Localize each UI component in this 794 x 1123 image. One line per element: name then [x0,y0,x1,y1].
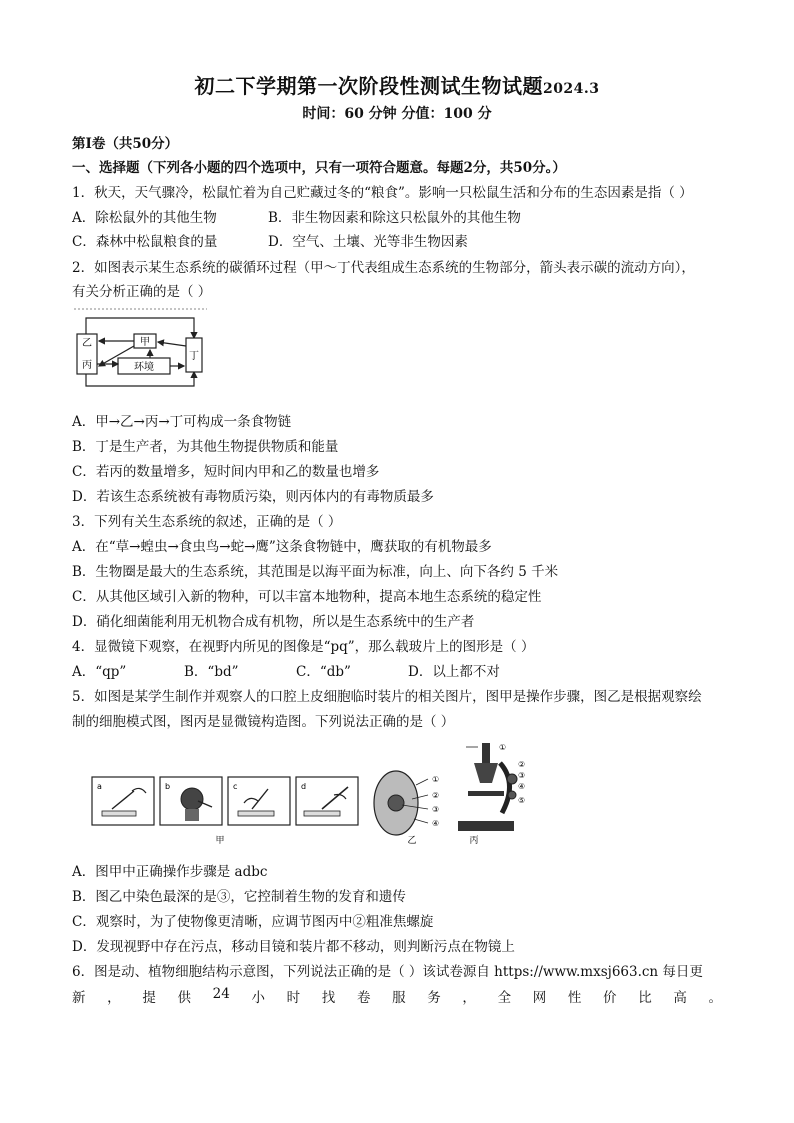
q4-option-b: B．“bd” [184,664,239,680]
carbon-cycle-diagram [72,306,212,396]
diagram-label-bing: 丙 [82,360,92,371]
q4-option-d: D．以上都不对 [408,664,500,680]
q2-option-b: B．丁是生产者，为其他生物提供物质和能量 [72,439,339,455]
tail-char: 24 [212,986,230,1002]
q5-option-a: A．图甲中正确操作步骤是 adbc [72,864,268,880]
tail-char: ， [107,990,121,1006]
svg-text:b: b [165,782,171,791]
tail-char: 时 [286,990,301,1006]
svg-text:②: ② [518,760,526,769]
figure-yi-label: 乙 [407,836,417,846]
svg-text:③: ③ [518,771,526,780]
svg-text:①: ① [499,743,507,752]
q2-stem-line1: 2．如图表示某生态系统的碳循环过程（甲～丁代表组成生态系统的生物部分，箭头表示碳的流动方向）， [72,260,695,276]
q5-stem-line1: 5．如图是某学生制作并观察人的口腔上皮细胞临时装片的相关图片，图甲是操作步骤，图乙是根据观察绘 [72,689,702,705]
diagram-label-yi: 乙 [82,338,92,349]
svg-text:②: ② [432,791,440,800]
diagram-label-jia: 甲 [140,337,150,348]
svg-text:a: a [97,782,102,791]
svg-text:c: c [233,782,238,791]
q1-option-a: A．除松鼠外的其他生物 [72,210,217,226]
title-text: 初二下学期第一次阶段性测试生物试题 [194,74,543,98]
q3-option-d: D．硝化细菌能利用无机物合成有机物，所以是生态系统中的生产者 [72,614,475,630]
tail-char: 新 [72,990,86,1006]
tail-char: ， [462,990,476,1006]
part-heading: 一、选择题（下列各小题的四个选项中，只有一项符合题意。每题2分，共50分。） [72,160,566,176]
svg-text:④: ④ [518,782,526,791]
q5-option-c: C．观察时，为了使物像更清晰，应调节图丙中②粗准焦螺旋 [72,914,434,930]
tail-char: 性 [567,990,582,1006]
step-b-panel [160,777,222,825]
q6-stem: 6．图是动、植物细胞结构示意图，下列说法正确的是（ ）该试卷源自 https://www.mxsj663.cn 每日更 [72,964,703,980]
q4-option-c: C．“db” [296,664,351,680]
q4-stem: 4．显微镜下观察，在视野内所见的图像是“pq”，那么载玻片上的图形是（ ） [72,639,535,655]
q3-option-a: A．在“草→蝗虫→食虫鸟→蛇→鹰”这条食物链中，鹰获取的有机物最多 [72,539,492,555]
q3-option-b: B．生物圈是最大的生态系统，其范围是以海平面为标准，向上、向下各约 5 千米 [72,564,559,580]
q2-stem-line2: 有关分析正确的是（ ） [72,284,212,300]
svg-text:①: ① [432,775,440,784]
step-a-panel [92,777,154,825]
exam-time-score: 时间：60 分钟 分值：100 分 [302,106,492,122]
q2-option-c: C．若丙的数量增多，短时间内甲和乙的数量也增多 [72,464,380,480]
figure-jia-label: 甲 [215,836,225,846]
q1-option-b: B．非生物因素和除这只松鼠外的其他生物 [268,210,521,226]
q3-stem: 3．下列有关生态系统的叙述，正确的是（ ） [72,514,342,530]
q3-option-c: C．从其他区域引入新的物种，可以丰富本地物种，提高本地生态系统的稳定性 [72,589,542,605]
svg-text:d: d [301,782,307,791]
svg-text:④: ④ [432,819,440,828]
diagram-label-ding: 丁 [189,351,199,362]
svg-text:⑤: ⑤ [518,796,526,805]
tail-char: 务 [427,990,441,1006]
tail-char: 小 [251,990,265,1006]
volume-heading: 第Ⅰ卷（共50分） [72,136,179,152]
tail-char: 网 [532,990,547,1006]
step-d-panel [296,777,358,825]
title-date: 2024.3 [542,81,600,97]
q4-option-a: A．“qp” [72,664,127,680]
q5-option-d: D．发现视野中存在污点，移动目镜和装片都不移动，则判断污点在物镜上 [72,939,515,955]
tail-char: 高 [673,990,687,1006]
step-c-panel [228,777,290,825]
microscope-diagram [458,743,525,846]
cell-diagram [374,771,439,846]
q5-option-b: B．图乙中染色最深的是③，它控制着生物的发育和遗传 [72,889,406,905]
q1-stem: 1．秋天，天气骤冷，松鼠忙着为自己贮藏过冬的“粮食”。影响一只松鼠生活和分布的生态因素是指（ ） [72,185,693,201]
q6-stem-tail [72,986,722,1006]
q1-option-d: D．空气、土壤、光等非生物因素 [268,234,468,250]
q2-option-a: A．甲→乙→丙→丁可构成一条食物链 [72,414,292,430]
tail-char: 服 [392,990,406,1006]
tail-char: 价 [603,990,617,1006]
page-title [0,70,794,99]
tail-char: 卷 [356,990,371,1006]
tail-char: 比 [638,990,652,1006]
tail-char: 提 [142,990,156,1006]
tail-char: 。 [708,990,722,1006]
diagram-label-env: 环境 [134,362,154,373]
q2-option-d: D．若该生态系统被有毒物质污染，则丙体内的有毒物质最多 [72,489,434,505]
q5-stem-line2: 制的细胞模式图，图丙是显微镜构造图。下列说法正确的是（ ） [72,714,455,730]
q1-option-c: C．森林中松鼠粮食的量 [72,234,218,250]
figure-bing-label: 丙 [469,836,479,846]
tail-char: 供 [177,990,191,1006]
tail-char: 找 [321,990,336,1006]
tail-char: 全 [497,990,512,1006]
svg-text:③: ③ [432,805,440,814]
cheek-cell-figure [72,733,527,848]
